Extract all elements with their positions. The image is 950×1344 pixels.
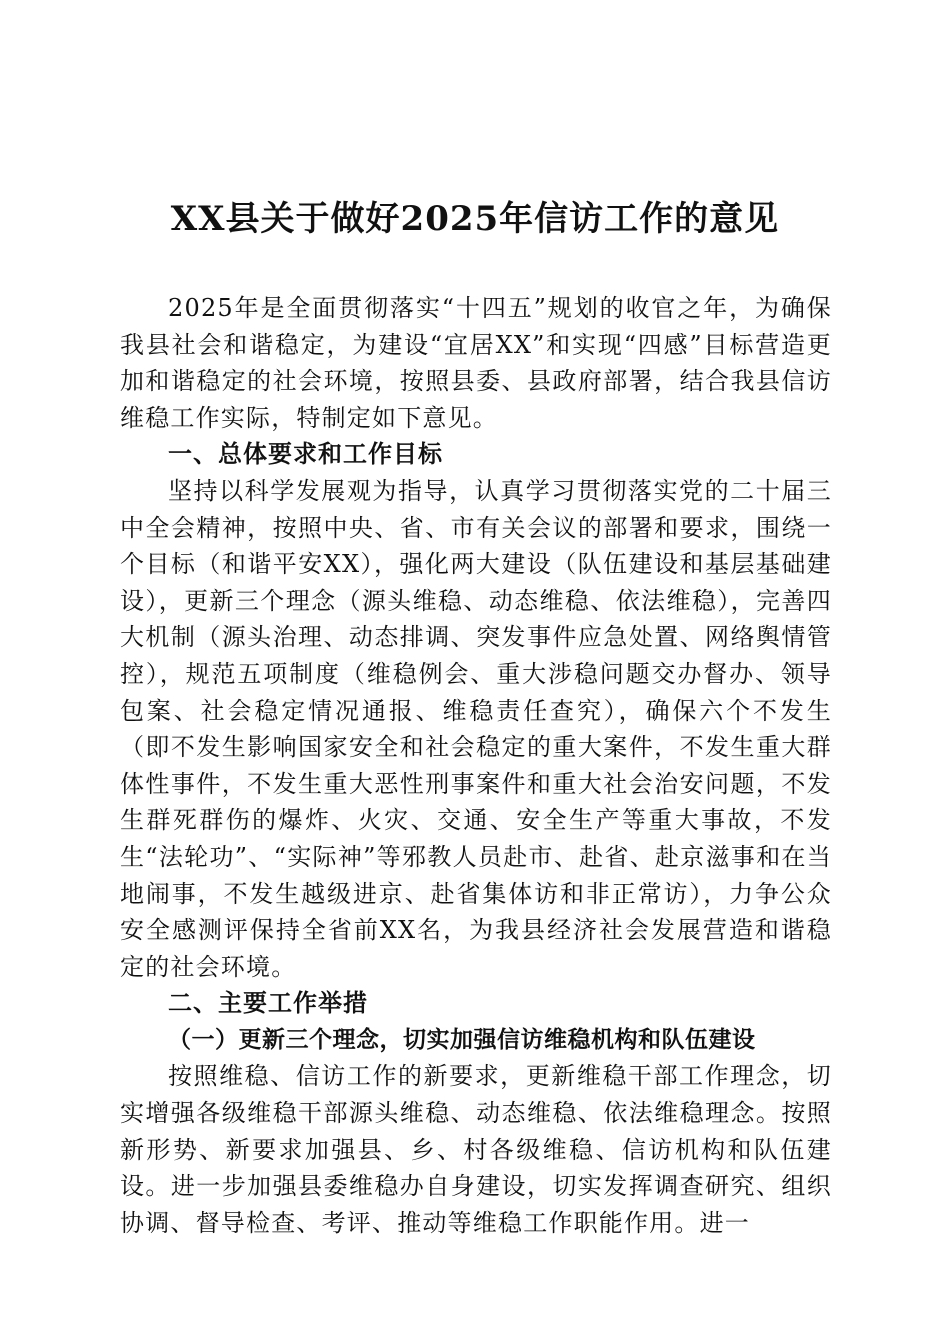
section-2-subheading: （一）更新三个理念，切实加强信访维稳机构和队伍建设 bbox=[168, 1025, 756, 1053]
document-title: XX县关于做好2025年信访工作的意见 bbox=[170, 199, 780, 239]
section-1-heading: 一、总体要求和工作目标 bbox=[168, 440, 443, 469]
section-2-heading: 二、主要工作举措 bbox=[168, 989, 368, 1018]
section-1-paragraph: 坚持以科学发展观为指导，认真学习贯彻落实党的二十届三中全会精神，按照中央、省、市有关会议的部署和要求，围绕一个目标（和谐平安XX），强化两大建设（队伍建设和基层基础建设），更新三个理念（源头维稳、动态维稳、依法维稳），完善四大机制（源头治理、动态排调、突发事件应急处置、网络舆情管控），规范五项制度（维稳例会、重大涉稳问题交办督办、领导包案、社会稳定情况通报、维稳责任查究），确保六个不发生（即不发生影响国家安全和社会稳定的重大案件，不发生重大群体性事件，不发生重大恶性刑事案件和重大社会治安问题，不发生群死群伤的爆炸、火灾、交通、安全生产等重大事故，不发生“法轮功”、“实际神”等邪教人员赴市、赴省、赴京滋事和在当地闹事，不发生越级进京、赴省集体访和非正常访），力争公众安全感测评保持全省前XX名，为我县经济社会发展营造和谐稳定的社会环境。 bbox=[120, 476, 832, 981]
intro-paragraph: 2025年是全面贯彻落实“十四五”规划的收官之年，为确保我县社会和谐稳定，为建设“宜居XX”和实现“四感”目标营造更加和谐稳定的社会环境，按照县委、县政府部署，结合我县信访维稳工作实际，特制定如下意见。 bbox=[120, 294, 832, 432]
section-2-paragraph: 按照维稳、信访工作的新要求，更新维稳干部工作理念，切实增强各级维稳干部源头维稳、动态维稳、依法维稳理念。按照新形势、新要求加强县、乡、村各级维稳、信访机构和队伍建设。进一步加强县委维稳办自身建设，切实发挥调查研究、组织协调、督导检查、考评、推动等维稳工作职能作用。进一 bbox=[120, 1062, 832, 1237]
document-body bbox=[120, 290, 832, 1241]
